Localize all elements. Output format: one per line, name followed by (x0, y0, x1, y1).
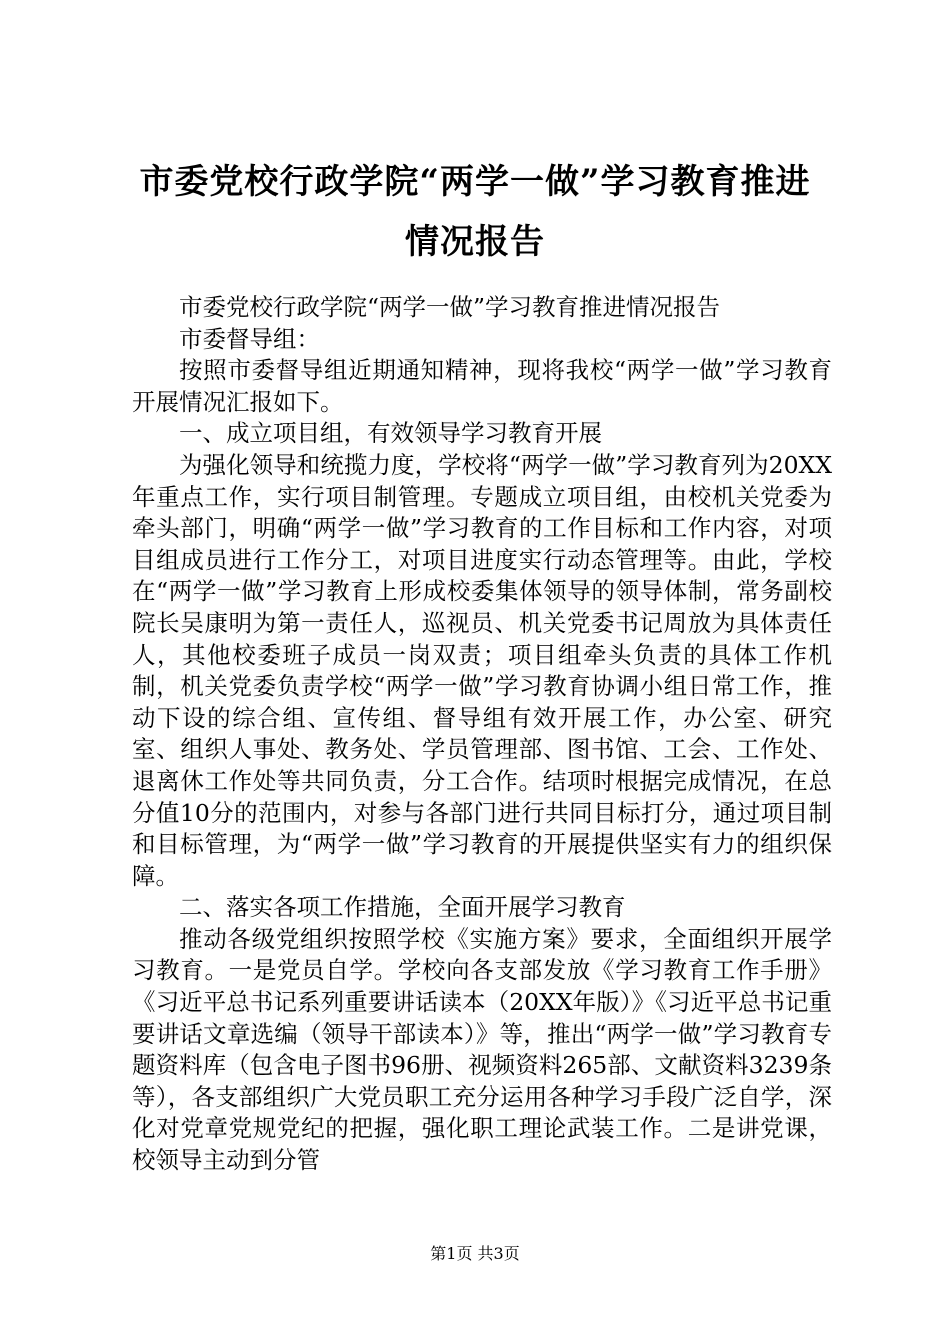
body-paragraph-intro: 按照市委督导组近期通知精神，现将我校“两学一做”学习教育开展情况汇报如下。 (132, 356, 832, 416)
body-paragraph-subtitle: 市委党校行政学院“两学一做”学习教育推进情况报告 (179, 293, 721, 321)
body-paragraph-section-1: 为强化领导和统揽力度，学校将“两学一做”学习教育列为20XX年重点工作，实行项目制管理。专题成立项目组，由校机关党委为牵头部门，明确“两学一做”学习教育的工作目标和工作内容，对项目组成员进行工作分工，对项目进度实行动态管理等。由此，学校在“两学一做”学习教育上形成校委集体领导的领导体制，常务副校院长吴康明为第一责任人，巡视员、机关党委书记周放为具体责任人，其他校委班子成员一岗双责；项目组牵头负责的具体工作机制，机关党委负责学校“两学一做”学习教育协调小组日常工作，推动下设的综合组、宣传组、督导组有效开展工作，办公室、研究室、组织人事处、教务处、学员管理部、图书馆、工会、工作处、退离休工作处等共同负责，分工合作。结项时根据完成情况，在总分值10分的范围内，对参与各部门进行共同目标打分，通过项目制和目标管理，为“两学一做”学习教育的开展提供坚实有力的组织保障。 (132, 450, 832, 890)
document-body (132, 292, 832, 1177)
body-paragraph-salutation: 市委督导组： (179, 324, 320, 353)
body-paragraph-section-2: 推动各级党组织按照学校《实施方案》要求，全面组织开展学习教育。一是党员自学。学校向各支部发放《学习教育工作手册》《习近平总书记系列重要讲话读本（20XX年版）》《习近平总书记重要讲话文章选编（领导干部读本）》等，推出“两学一做”学习教育专题资料库（包含电子图书96册、视频资料265部、文献资料3239条等），各支部组织广大党员职工充分运用各种学习手段广泛自学，深化对党章党规党纪的把握，强化职工理论武装工作。二是讲党课，校领导主动到分管 (132, 924, 832, 1175)
document-title-line-2: 情况报告 (405, 222, 545, 262)
document-title-line-1: 市委党校行政学院“两学一做”学习教育推进 (139, 162, 811, 202)
section-heading-1: 一、成立项目组，有效领导学习教育开展 (179, 419, 602, 448)
section-heading-2: 二、落实各项工作措施，全面开展学习教育 (179, 893, 626, 922)
page-number-footer: 第1页 共3页 (430, 1244, 520, 1263)
